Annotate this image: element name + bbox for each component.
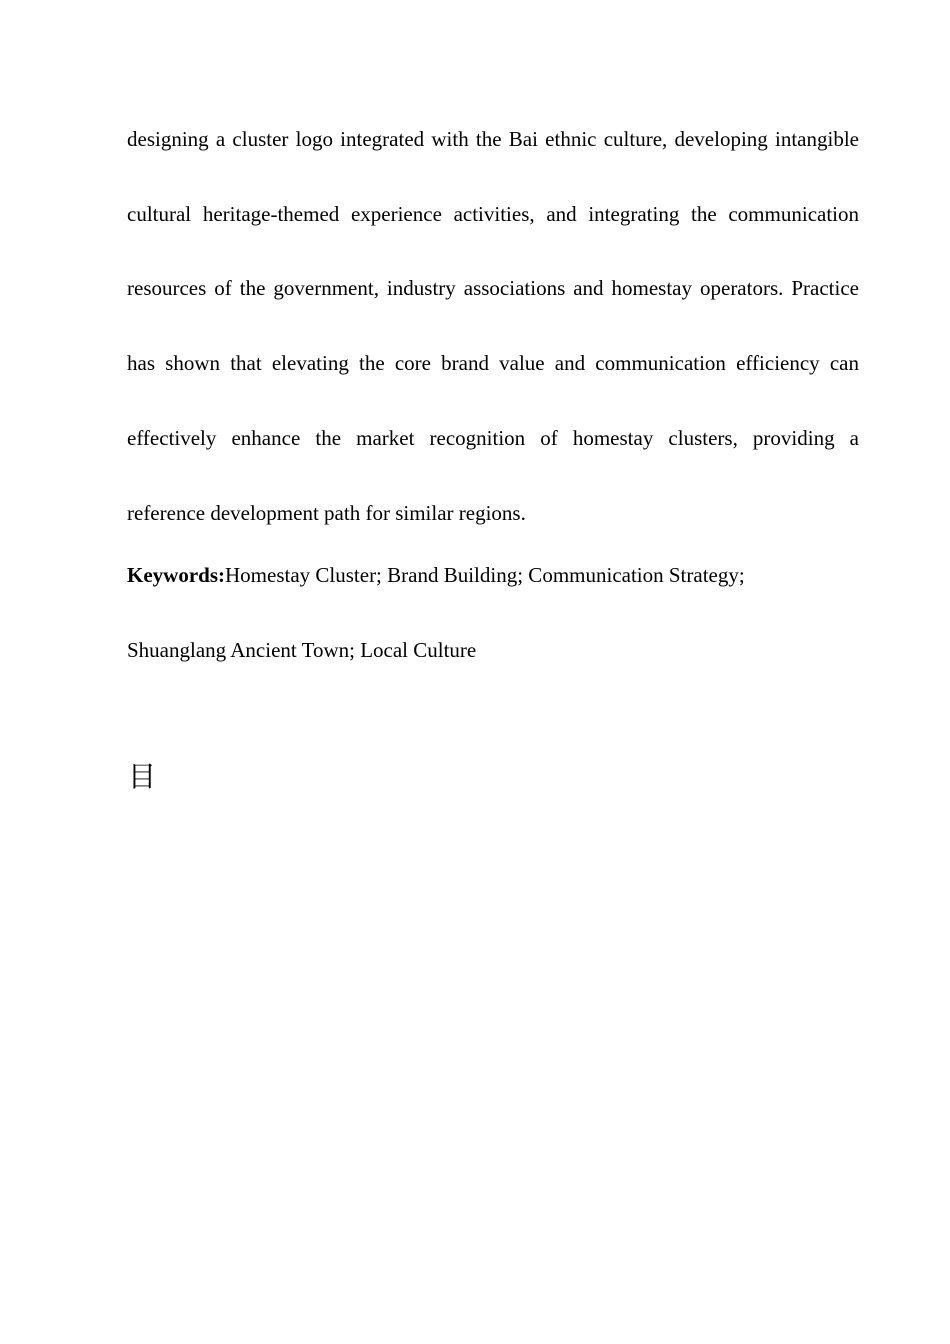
- keywords-line-2: Shuanglang Ancient Town; Local Culture: [127, 638, 477, 662]
- abstract-line-3: resources of the government, industry associations and homestay operators. Practice: [127, 276, 859, 300]
- keywords-text-1: Homestay Cluster; Brand Building; Communication Strategy;: [225, 563, 745, 587]
- abstract-line-1: designing a cluster logo integrated with the Bai ethnic culture, developing intangible: [127, 127, 859, 151]
- abstract-line-4: has shown that elevating the core brand value and communication efficiency can: [127, 351, 859, 375]
- abstract-line-2: cultural heritage-themed experience activities, and integrating the communication: [127, 202, 859, 226]
- keywords-line-1: [127, 562, 745, 588]
- keywords-label: Keywords:: [127, 563, 225, 587]
- abstract-line-6: reference development path for similar regions.: [127, 501, 526, 525]
- toc-heading: 目: [128, 760, 157, 793]
- abstract-line-5: effectively enhance the market recognition of homestay clusters, providing a: [127, 426, 859, 450]
